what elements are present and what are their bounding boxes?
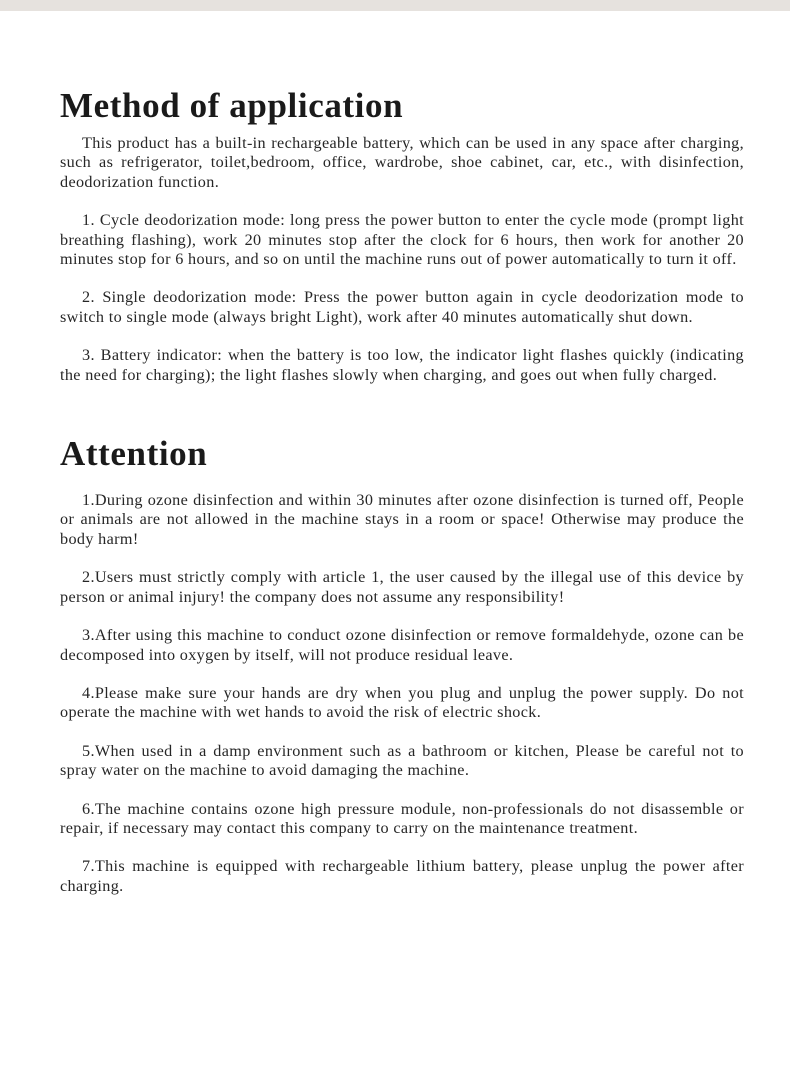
attention-item-5: 5.When used in a damp environment such as a bathroom or kitchen, Please be careful not to spray water on the machine to avoid damaging the machine. [60, 741, 744, 780]
single-mode-paragraph: 2. Single deodorization mode: Press the power button again in cycle deodorization mode to switch to single mode (always bright Light), work after 40 minutes automatically shut down. [60, 288, 744, 326]
attention-item-2: 2.Users must strictly comply with article 1, the user caused by the illegal use of this device by person or animal injury! the company does not assume any responsibility! [60, 568, 744, 606]
battery-indicator-paragraph: 3. Battery indicator: when the battery is too low, the indicator light flashes quickly (indicating the need for charging); the light flashes slowly when charging, and goes out when fully charged. [60, 346, 744, 384]
attention-item-1: 1.During ozone disinfection and within 30 minutes after ozone disinfection is turned off, People or animals are not allowed in the machine stays in a room or space! Otherwise may produce the body harm! [60, 491, 744, 548]
attention-item-7: 7.This machine is equipped with rechargeable lithium battery, please unplug the power after charging. [60, 857, 744, 895]
document-body [60, 84, 744, 896]
attention-item-3: 3.After using this machine to conduct ozone disinfection or remove formaldehyde, ozone can be decomposed into oxygen by itself, will not produce residual leave. [60, 626, 744, 664]
top-border-bar [0, 0, 790, 11]
method-heading: Method of application [60, 86, 404, 125]
attention-heading: Attention [60, 434, 208, 474]
method-intro-paragraph: This product has a built-in rechargeable battery, which can be used in any space after charging, such as refrigerator, toilet,bedroom, office, wardrobe, shoe cabinet, car, etc., with disinfection, deodorization function. [60, 134, 744, 191]
cycle-mode-paragraph: 1. Cycle deodorization mode: long press the power button to enter the cycle mode (prompt light breathing flashing), work 20 minutes stop after the clock for 6 hours, then work for another 20 minutes stop for 6 hours, and so on until the machine runs out of power automatically to turn it off. [60, 211, 744, 269]
attention-item-4: 4.Please make sure your hands are dry when you plug and unplug the power supply. Do not operate the machine with wet hands to avoid the risk of electric shock. [60, 683, 744, 722]
attention-item-6: 6.The machine contains ozone high pressure module, non-professionals do not disassemble or repair, if necessary may contact this company to carry on the maintenance treatment. [60, 799, 744, 837]
